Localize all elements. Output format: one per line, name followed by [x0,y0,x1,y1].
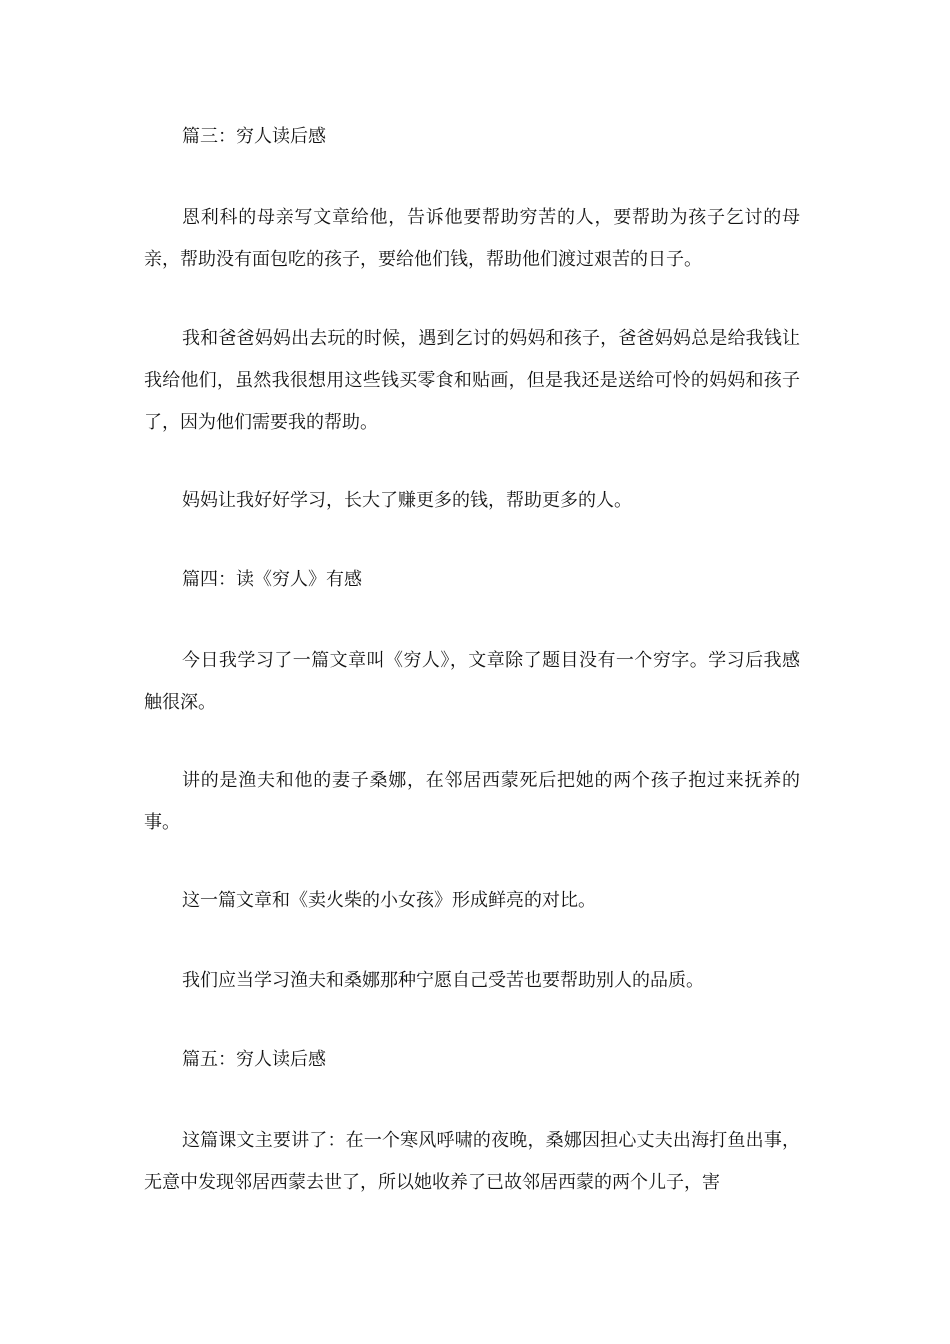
section-3-paragraph-1: 恩利科的母亲写文章给他，告诉他要帮助穷苦的人，要帮助为孩子乞讨的母亲，帮助没有面包吃的孩子，要给他们钱，帮助他们渡过艰苦的日子。 [144,207,800,270]
section-4-paragraph-2: 讲的是渔夫和他的妻子桑娜，在邻居西蒙死后把她的两个孩子抱过来抚养的事。 [144,770,800,833]
section-5-heading: 篇五：穷人读后感 [182,1049,326,1070]
section-5-paragraph-1: 这篇课文主要讲了：在一个寒风呼啸的夜晚，桑娜因担心丈夫出海打鱼出事，无意中发现邻居西蒙去世了，所以她收养了已故邻居西蒙的两个儿子，害 [144,1130,800,1193]
section-3-heading: 篇三：穷人读后感 [182,126,326,147]
section-3-paragraph-3: 妈妈让我好好学习，长大了赚更多的钱，帮助更多的人。 [182,490,632,511]
section-4-paragraph-1: 今日我学习了一篇文章叫《穷人》，文章除了题目没有一个穷字。学习后我感触很深。 [144,650,800,713]
section-4-paragraph-4: 我们应当学习渔夫和桑娜那种宁愿自己受苦也要帮助别人的品质。 [182,970,704,991]
section-4-paragraph-3: 这一篇文章和《卖火柴的小女孩》形成鲜亮的对比。 [182,890,596,911]
section-3-paragraph-2: 我和爸爸妈妈出去玩的时候，遇到乞讨的妈妈和孩子，爸爸妈妈总是给我钱让我给他们，虽然我很想用这些钱买零食和贴画，但是我还是送给可怜的妈妈和孩子了，因为他们需要我的帮助。 [144,328,800,433]
section-4-heading: 篇四：读《穷人》有感 [182,569,362,590]
